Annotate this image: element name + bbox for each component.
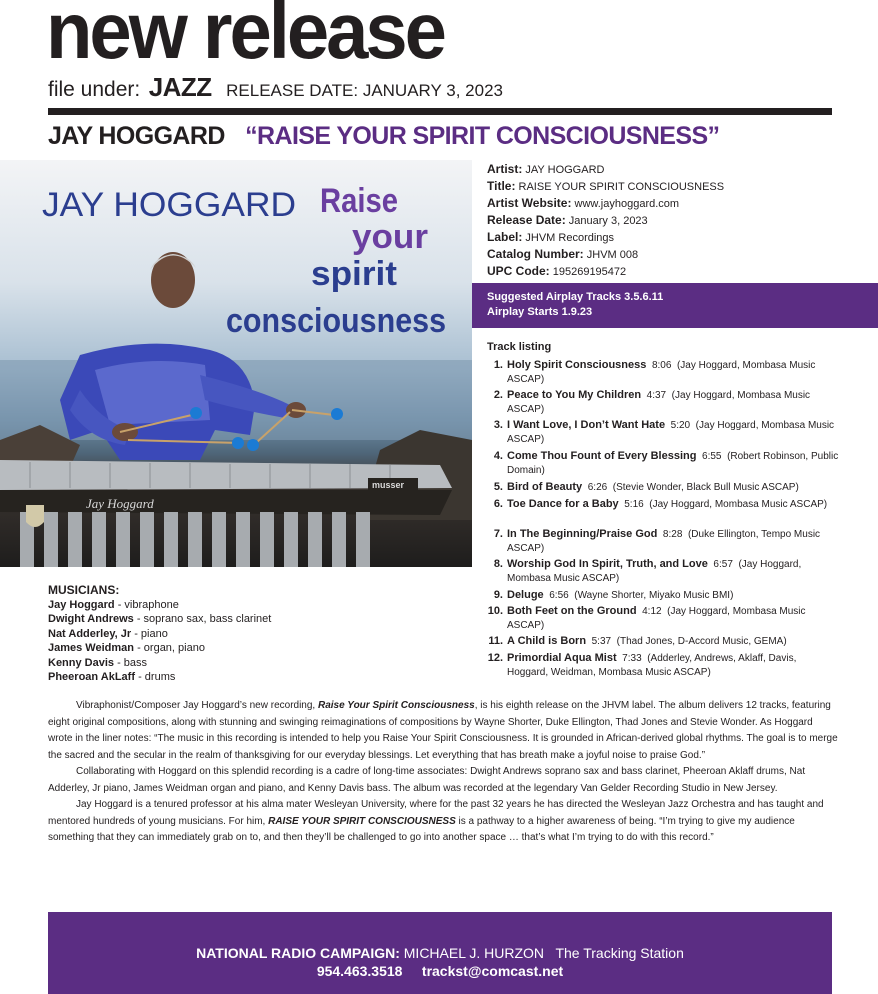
press-paragraph-1 (48, 698, 838, 764)
track-number: 10. (487, 605, 503, 617)
track-credit: (Jay Hoggard, Mombasa Music ASCAP) (507, 390, 811, 415)
musicians-section (48, 583, 271, 685)
musician-role: - drums (135, 671, 176, 683)
meta-website-value[interactable]: www.jayhoggard.com (574, 198, 680, 210)
instrument-brand: musser (372, 480, 405, 490)
musician-row (48, 627, 271, 642)
meta-artist (487, 161, 724, 178)
campaign-contact: MICHAEL J. HURZON (403, 945, 545, 961)
album-cover-art (0, 160, 472, 567)
header-rule (48, 108, 832, 115)
meta-catalog (487, 246, 724, 263)
track-body (507, 604, 839, 633)
track-title: Holy Spirit Consciousness (507, 359, 647, 371)
meta-upc-key: UPC Code: (487, 264, 550, 278)
track-number: 5. (493, 481, 503, 493)
meta-website-key: Artist Website: (487, 196, 572, 210)
track-body (507, 388, 839, 417)
meta-upc-value: 195269195472 (552, 266, 627, 278)
file-under-line (48, 74, 503, 100)
track-listing-title: Track listing (487, 341, 552, 353)
track-body (507, 418, 839, 447)
airplay-tracks: Suggested Airplay Tracks 3.5.6.11 (487, 291, 664, 303)
track-title: Come Thou Fount of Every Blessing (507, 450, 697, 462)
release-date-label: RELEASE DATE: JANUARY 3, 2023 (226, 81, 503, 100)
meta-website (487, 195, 724, 212)
meta-title-key: Title: (487, 179, 516, 193)
track-title: Primordial Aqua Mist (507, 652, 617, 664)
meta-label-key: Label: (487, 230, 523, 244)
musician-name: Kenny Davis (48, 656, 115, 669)
press-text (48, 698, 838, 847)
track-credit: (Adderley, Andrews, Aklaff, Davis, Hoggard, Weidman, Mombasa Music ASCAP) (507, 653, 797, 678)
track-body (507, 480, 839, 495)
track-number: 6. (493, 498, 503, 510)
musician-row (48, 612, 271, 627)
p3-rest: is a pathway to a higher awareness of being. “I’m trying to give my audience something that they can immediately grab on to, and then they’ll be challenged to go into another space … that’s what I’m trying to do with this record.” (48, 815, 795, 843)
track-body (507, 449, 839, 478)
track-title: Bird of Beauty (507, 481, 583, 493)
meta-title-value: RAISE YOUR SPIRIT CONSCIOUSNESS (518, 181, 725, 193)
meta-catalog-value: JHVM 008 (586, 249, 639, 261)
track-time: 8:06 (651, 360, 672, 371)
campaign-company: The Tracking Station (555, 945, 684, 961)
meta-label-value: JHVM Recordings (525, 232, 615, 244)
track-time: 5:16 (624, 499, 644, 510)
track-body (507, 527, 839, 556)
musician-name: James Weidman (48, 642, 135, 654)
meta-release-key: Release Date: (487, 213, 566, 227)
track-time: 5:37 (591, 636, 612, 647)
press-paragraph-3 (48, 797, 838, 847)
track-credit: (Jay Hoggard, Mombasa Music ASCAP) (649, 499, 828, 510)
track-number: 12. (487, 652, 503, 664)
track-credit: (Robert Robinson, Public Domain) (507, 451, 839, 476)
meta-upc (487, 263, 724, 280)
musician-row (48, 670, 271, 685)
meta-title (487, 178, 724, 195)
track-credit: (Jay Hoggard, Mombasa Music ASCAP) (507, 420, 835, 445)
p1-album-title: Raise Your Spirit Consciousness (317, 700, 475, 711)
track-body (507, 557, 839, 586)
track-credit: (Duke Ellington, Tempo Music ASCAP) (507, 529, 821, 554)
p1-rest: , is his eighth release on the JHVM label. The album delivers 12 tracks, featuring eight original compositions, along with stunning and swinging reimaginations of compositions by Wayne Shorter, Duke Ellington, Thad Jones and Stevie Wonder. As Hoggard wrote in the liner notes: “The music in this recording is intended to help you Raise Your Spirit Consciousness. It is grounded in African-derived global rhythms. The goal is to merge the sacred and the secular in the realm of thanksgiving for our everyday blessings. Let everything that has breath make a joyful noise to praise God.” (48, 700, 838, 761)
track-time: 4:12 (642, 606, 662, 617)
release-metadata (487, 161, 724, 280)
press-paragraph-2: Collaborating with Hoggard on this splendid recording is a cadre of long-time associates: Dwight Andrews soprano sax and bass clarinet, Pheeroan Aklaff drums, Nat Adderley, Jr piano, James Weidman organ and piano, and Kenny Davis bass. The album was recorded at the legendary Van Gelder Recording Studio in New Jersey. (48, 766, 806, 794)
track-time: 6:57 (713, 559, 733, 570)
track-credit: (Jay Hoggard, Mombasa Music ASCAP) (507, 360, 816, 385)
musician-role: - organ, piano (134, 642, 205, 654)
cover-title-line1: Raise (320, 182, 398, 220)
p3-lead: Jay Hoggard is a tenured professor at his alma mater Wesleyan University, where for the past 32 years he has directed the Wesleyan Jazz Orchestra and has taught and mentored hundreds of young musicians. For him, (48, 799, 824, 827)
track-title: Deluge (507, 589, 544, 601)
track-title: I Want Love, I Don’t Want Hate (507, 419, 666, 431)
p3-album-title: RAISE YOUR SPIRIT CONSCIOUSNESS (268, 815, 456, 827)
cover-title-line4: consciousness (226, 302, 446, 340)
track-number: 8. (493, 558, 503, 570)
track-time: 6:55 (702, 451, 722, 462)
p1-lead: Vibraphonist/Composer Jay Hoggard’s new recording, (76, 700, 318, 711)
musician-role: - bass (114, 656, 148, 669)
title-line (48, 122, 719, 151)
track-credit: (Wayne Shorter, Miyako Music BMI) (574, 590, 734, 601)
musician-row (48, 656, 271, 671)
musicians-title: MUSICIANS: (48, 583, 120, 597)
meta-release-date (487, 212, 724, 229)
musician-role: - vibraphone (114, 598, 179, 611)
cover-artist-text: JAY HOGGARD (42, 186, 296, 224)
track-title: Both Feet on the Ground (507, 605, 637, 617)
meta-label (487, 229, 724, 246)
track-body (507, 634, 839, 649)
musician-row (48, 598, 271, 613)
track-title: Toe Dance for a Baby (507, 498, 619, 510)
meta-artist-value: JAY HOGGARD (525, 164, 605, 176)
track-title: A Child is Born (507, 635, 587, 647)
track-time: 8:28 (662, 529, 683, 540)
track-time: 5:20 (670, 420, 691, 431)
cover-title-line2: your (352, 218, 428, 256)
track-credit: (Stevie Wonder, Black Bull Music ASCAP) (612, 482, 799, 493)
track-title: In The Beginning/Praise God (507, 528, 658, 540)
footer-line-2 (48, 962, 832, 980)
track-body (507, 358, 839, 387)
track-time: 6:56 (549, 590, 569, 601)
meta-release-value: January 3, 2023 (568, 215, 648, 227)
track-number: 1. (493, 359, 503, 371)
headline: new release (46, 0, 444, 76)
track-number: 11. (488, 635, 503, 647)
airplay-starts: Airplay Starts 1.9.23 (487, 306, 593, 318)
footer-line-1 (48, 944, 832, 962)
cover-title-line3: spirit (311, 255, 397, 293)
musician-role: - soprano sax, bass clarinet (133, 613, 272, 625)
track-time: 4:37 (646, 390, 667, 401)
radio-campaign-banner (48, 912, 832, 994)
campaign-phone[interactable]: 954.463.3518 (316, 963, 403, 979)
airplay-banner (472, 283, 878, 328)
track-time: 7:33 (622, 653, 642, 664)
track-number: 7. (493, 528, 503, 540)
title-artist: JAY HOGGARD (48, 122, 225, 150)
track-time: 6:26 (587, 482, 608, 493)
musician-role: - piano (131, 627, 168, 640)
track-number: 9. (493, 589, 503, 601)
file-under-label: file under: (48, 78, 141, 101)
track-number: 2. (493, 389, 503, 401)
musician-name: Dwight Andrews (48, 613, 134, 625)
track-credit: (Thad Jones, D-Accord Music, GEMA) (616, 636, 787, 647)
musician-name: Pheeroan AkLaff (48, 671, 136, 683)
meta-catalog-key: Catalog Number: (487, 247, 584, 261)
musician-name: Nat Adderley, Jr (48, 627, 132, 640)
track-number: 4. (493, 450, 503, 462)
title-album: “RAISE YOUR SPIRIT CONSCIOUSNESS” (245, 122, 720, 150)
musician-row (48, 641, 271, 656)
track-credit: (Jay Hoggard, Mombasa Music ASCAP) (507, 606, 806, 631)
track-number: 3. (493, 419, 503, 431)
track-body (507, 497, 839, 512)
track-body (507, 651, 839, 680)
track-title: Peace to You My Children (507, 389, 642, 401)
track-title: Worship God In Spirit, Truth, and Love (507, 558, 708, 570)
campaign-label: NATIONAL RADIO CAMPAIGN: (196, 945, 400, 961)
track-credit: (Jay Hoggard, Mombasa Music ASCAP) (507, 559, 802, 584)
musician-name: Jay Hoggard (48, 598, 115, 611)
meta-artist-key: Artist: (487, 162, 523, 176)
genre: JAZZ (148, 72, 212, 102)
track-body (507, 588, 839, 603)
instrument-name: Jay Hoggard (86, 496, 154, 511)
campaign-email[interactable]: trackst@comcast.net (421, 963, 564, 979)
album-cover (0, 160, 472, 567)
